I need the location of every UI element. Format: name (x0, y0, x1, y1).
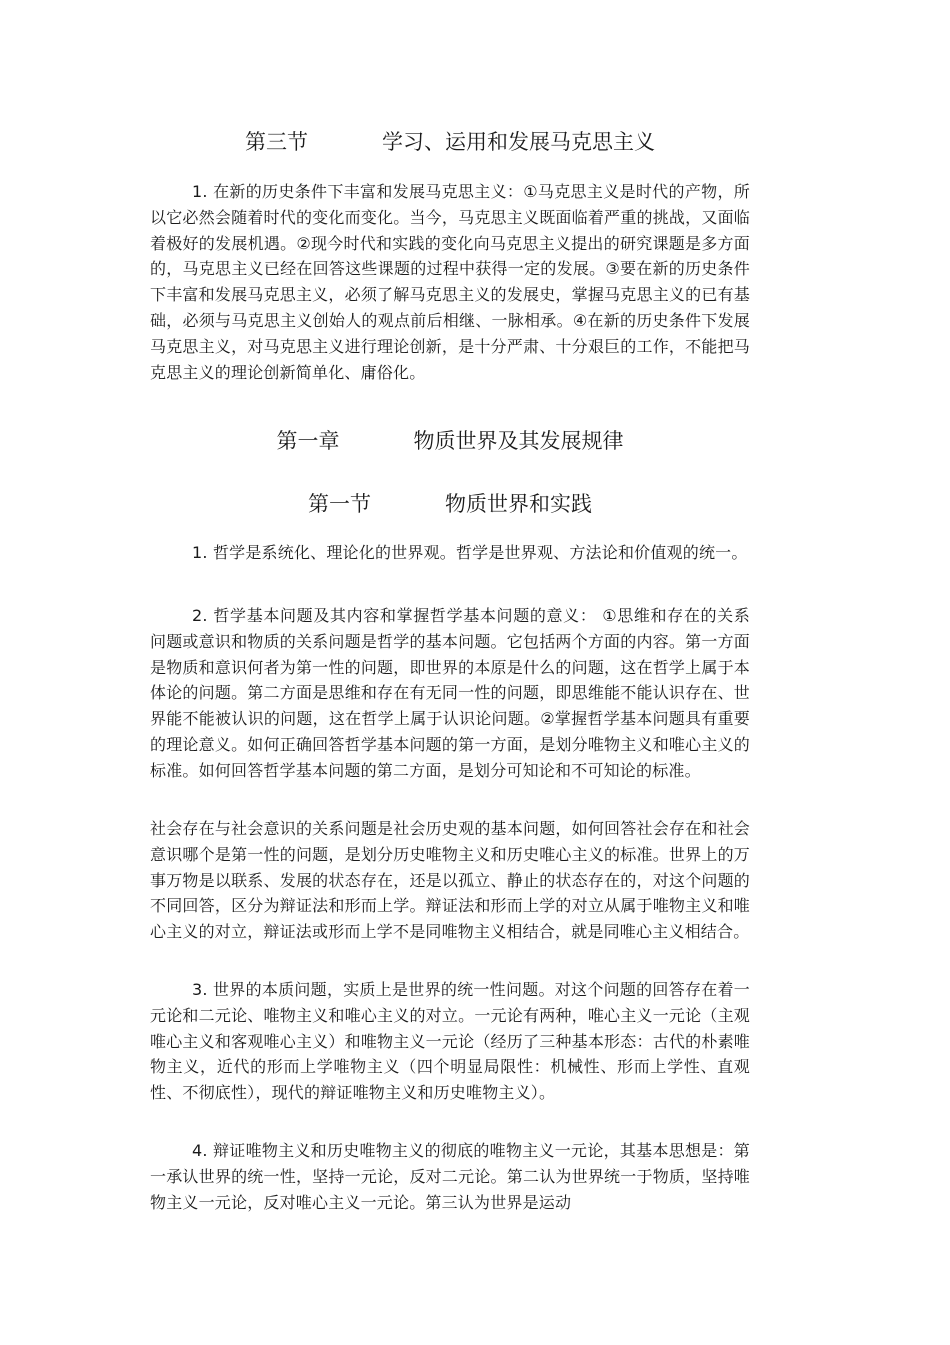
section-title: 学习、运用和发展马克思主义 (382, 130, 655, 154)
paragraph-4: 3. 世界的本质问题，实质上是世界的统一性问题。对这个问题的回答存在着一元论和二元论、唯物主义和唯心主义的对立。一元论有两种，唯心主义一元论（主观唯心主义和客观唯心主义）和唯物主义一元论（经历了三种基本形态：古代的朴素唯物主义，近代的形而上学唯物主义（四个明显局限性：机械性、形而上学性、直观性、不彻底性），现代的辩证唯物主义和历史唯物主义）。 (150, 980, 750, 1103)
subsection-number: 第一节 (308, 492, 371, 516)
subsection-heading (150, 487, 750, 521)
chapter-number: 第一章 (276, 429, 340, 453)
paragraph-5: 4. 辩证唯物主义和历史唯物主义的彻底的唯物主义一元论，其基本思想是：第一承认世界的统一性，坚持一元论，反对二元论。第二认为世界统一于物质，坚持唯物主义一元论，反对唯心主义一元论。第三认为世界是运动 (150, 1141, 750, 1212)
subsection-title: 物质世界和实践 (445, 492, 592, 516)
paragraph-3: 社会存在与社会意识的关系问题是社会历史观的基本问题，如何回答社会存在和社会意识哪个是第一性的问题，是划分历史唯物主义和历史唯心主义的标准。世界上的万事万物是以联系、发展的状态存在，还是以孤立、静止的状态存在的，对这个问题的不同回答，区分为辩证法和形而上学。辩证法和形而上学的对立从属于唯物主义和唯心主义的对立，辩证法或形而上学不是同唯物主义相结合，就是同唯心主义相结合。 (150, 819, 750, 942)
section-number: 第三节 (245, 130, 308, 154)
chapter-title: 物质世界及其发展规律 (413, 429, 624, 453)
chapter-heading (150, 424, 750, 458)
paragraph-1: 1. 哲学是系统化、理论化的世界观。哲学是世界观、方法论和价值观的统一。 (192, 543, 748, 562)
section-paragraph: 1. 在新的历史条件下丰富和发展马克思主义：①马克思主义是时代的产物，所以它必然会随着时代的变化而变化。当今，马克思主义既面临着严重的挑战，又面临着极好的发展机遇。②现今时代和实践的变化向马克思主义提出的研究课题是多方面的，马克思主义已经在回答这些课题的过程中获得一定的发展。③要在新的历史条件下丰富和发展马克思主义，必须了解马克思主义的发展史，掌握马克思主义的已有基础，必须与马克思主义创始人的观点前后相继、一脉相承。④在新的历史条件下发展马克思主义，对马克思主义进行理论创新，是十分严肃、十分艰巨的工作，不能把马克思主义的理论创新简单化、庸俗化。 (150, 182, 750, 382)
section-heading (150, 125, 750, 159)
paragraph-2: 2. 哲学基本问题及其内容和掌握哲学基本问题的意义： ①思维和存在的关系问题或意识和物质的关系问题是哲学的基本问题。它包括两个方面的内容。第一方面是物质和意识何者为第一性的问题，即世界的本原是什么的问题，这在哲学上属于本体论的问题。第二方面是思维和存在有无同一性的问题，即思维能不能认识存在、世界能不能被认识的问题，这在哲学上属于认识论问题。②掌握哲学基本问题具有重要的理论意义。如何正确回答哲学基本问题的第一方面，是划分唯物主义和唯心主义的标准。如何回答哲学基本问题的第二方面，是划分可知论和不可知论的标准。 (150, 606, 750, 780)
